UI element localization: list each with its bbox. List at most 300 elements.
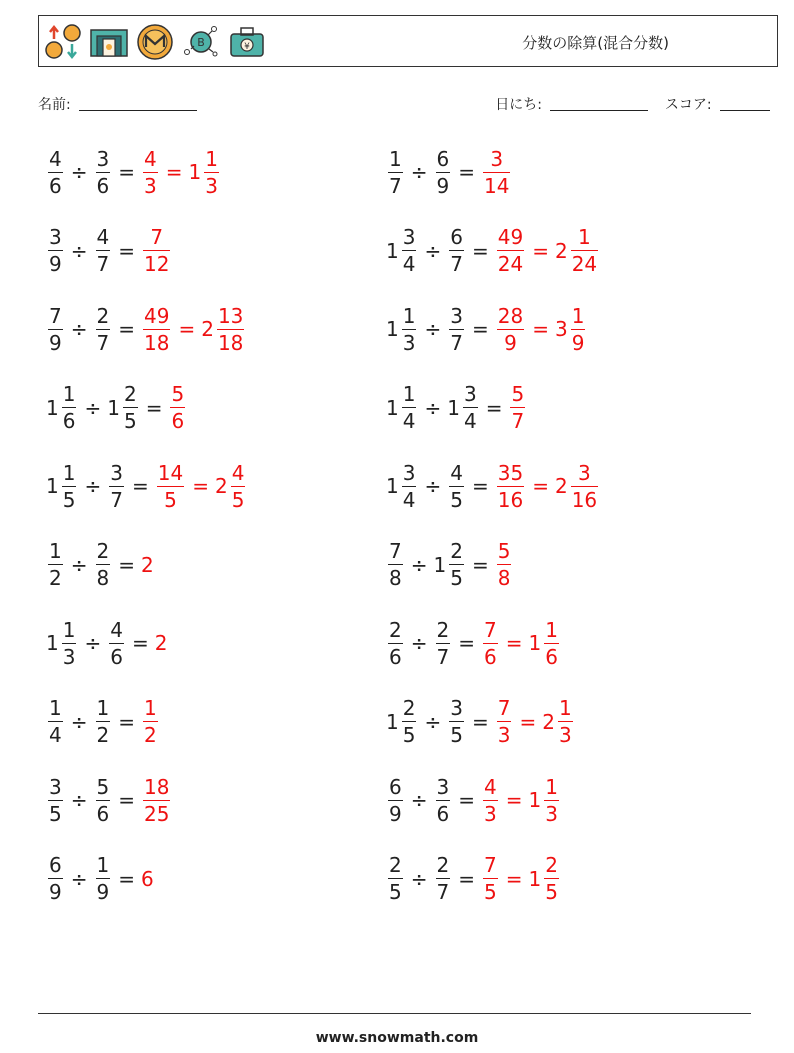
dividend-whole: 1 [386,709,399,734]
dividend-denominator: 2 [49,566,62,590]
divisor-number [94,541,113,588]
divisor-denominator: 6 [96,801,110,826]
answer-number [155,631,169,655]
answer-fraction [544,617,559,669]
divisor-numerator: 3 [450,303,463,328]
answer-denominator: 5 [231,487,245,512]
answer-denominator: 5 [484,880,497,904]
dividend-fraction-bar [48,721,63,722]
answer-denominator: 8 [497,566,511,590]
divisor-numerator: 1 [96,853,110,877]
divide-sign: ÷ [424,709,442,734]
dividend-number [46,146,65,198]
dividend-number [46,855,65,902]
divisor-fraction-bar [449,486,464,487]
answer-fraction [497,303,524,355]
dividend-numerator: 1 [389,146,402,171]
divisor-fraction-bar [449,721,464,722]
answer-denominator: 6 [171,409,185,433]
divisor-denominator: 7 [450,252,463,276]
answer-denominator: 16 [497,487,524,512]
divide-sign: ÷ [84,631,102,655]
dividend-numerator: 4 [49,146,62,171]
answer [481,617,561,669]
answer-fraction [483,146,510,198]
answer-fraction [231,460,246,512]
answer-number [188,146,221,198]
answer-fraction-bar [143,172,158,173]
divisor-number [107,384,139,431]
date-blank[interactable] [550,96,648,111]
divisor-numerator: 1 [96,696,110,720]
equals-sign: = [118,709,135,734]
dividend-fraction [48,541,63,588]
divisor-fraction-bar [449,564,464,565]
answer-fraction [497,460,524,512]
dividend-denominator: 9 [49,252,62,276]
answer-fraction [217,303,244,355]
dividend-whole: 1 [46,631,59,655]
dividend-fraction [388,541,403,588]
date-label: 日にち: [495,97,542,113]
score-blank[interactable] [720,96,770,111]
answer-fraction-bar [217,329,244,330]
answer-numerator: 1 [545,617,558,642]
divisor-denominator: 7 [436,644,450,669]
divisor-numerator: 6 [436,146,450,171]
divisor-whole: 1 [107,395,120,420]
divide-sign: ÷ [424,238,442,263]
answer-numerator: 7 [484,853,497,877]
divisor-denominator: 7 [436,880,450,904]
answer-fraction-bar [143,329,170,330]
answer-equals-sign: = [192,474,209,498]
answer [481,774,561,826]
equals-sign: = [471,474,489,498]
dividend-numerator: 3 [402,460,416,485]
dividend-numerator: 1 [402,382,416,406]
answer-number [141,553,155,577]
answer-fraction-bar [231,486,246,487]
answer-numerator: 49 [497,225,524,249]
answer-numerator: 5 [511,382,525,406]
answer-numerator: 1 [205,146,218,171]
answer-fraction-bar [497,721,512,722]
worksheet-header [38,15,778,67]
dividend-fraction [388,855,403,902]
divisor-fraction-bar [109,643,124,644]
answer-whole: 3 [554,317,568,341]
equals-sign: = [118,160,135,184]
answer-number [495,303,526,355]
answer-numerator: 1 [558,696,572,720]
answer-fraction [143,698,158,745]
divisor-denominator: 7 [96,330,110,355]
answer-fraction [483,855,498,902]
answer [481,146,512,198]
answer-number [155,460,186,512]
divisor-fraction-bar [96,564,111,565]
divisor-fraction [123,384,138,431]
dividend-whole: 1 [386,474,399,498]
answer-numerator: 7 [497,696,511,720]
answer-number [481,855,500,902]
equals-sign: = [458,866,475,891]
answer-number [168,384,187,431]
dividend-denominator: 4 [49,723,62,747]
dividend-number [386,774,405,826]
answer-fraction [143,227,170,274]
problem-item [386,849,561,909]
answer-fraction-bar [143,721,158,722]
divisor-numerator: 2 [436,617,450,642]
problem-item [386,770,561,830]
divisor-numerator: 2 [450,539,463,563]
divisor-number [447,227,466,274]
dividend-whole: 1 [386,238,399,263]
answer-denominator: 5 [545,880,558,904]
problem-item [46,378,187,438]
answer-fraction-bar [497,486,524,487]
answer-number [555,227,600,274]
divisor-numerator: 4 [110,617,123,642]
dividend-fraction [48,303,63,355]
divisor-fraction-bar [96,721,111,722]
problem-item [386,299,587,359]
answer-number [481,617,500,669]
answer-fraction-bar [483,643,498,644]
answer-number [141,774,172,826]
dividend-numerator: 1 [49,539,62,563]
divisor-fraction [109,617,124,669]
answer-fraction-bar [571,250,598,251]
answer-fraction [497,541,512,588]
answer-denominator: 16 [571,487,598,512]
divisor-number [94,227,113,274]
dividend-number [386,460,418,512]
divide-sign: ÷ [410,866,428,891]
divisor-fraction [436,774,451,826]
answer-number [554,460,600,512]
dividend-fraction [402,698,417,745]
answer-whole: 2 [141,552,154,577]
dividend-numerator: 3 [402,225,416,249]
dividend-fraction-bar [402,329,417,330]
answer [495,460,600,512]
dividend-fraction-bar [402,407,417,408]
divisor-fraction-bar [436,878,451,879]
answer-numerator: 5 [171,382,185,406]
coin-exchange-icon [43,22,83,62]
dividend-fraction [62,384,77,431]
dividend-numerator: 1 [62,617,76,642]
divide-sign: ÷ [410,160,428,184]
dividend-number [46,617,78,669]
divisor-denominator: 5 [450,487,463,512]
divisor-number [447,384,479,431]
divisor-numerator: 3 [450,696,463,720]
answer [508,384,527,431]
equals-sign: = [118,788,135,812]
dividend-denominator: 5 [62,487,76,512]
divisor-fraction [96,541,111,588]
dividend-fraction-bar [402,721,417,722]
divisor-numerator: 2 [123,382,137,406]
answer-fraction [497,698,512,745]
divisor-number [447,460,466,512]
dividend-fraction-bar [388,172,403,173]
answer-denominator: 3 [497,723,511,747]
answer [141,867,155,891]
answer [155,631,169,655]
answer-number [508,384,527,431]
divisor-fraction-bar [436,800,451,801]
divisor-fraction-bar [449,250,464,251]
divide-sign: ÷ [84,395,102,420]
answer-denominator: 3 [205,173,218,198]
divisor-fraction-bar [96,172,111,173]
dividend-fraction-bar [388,643,403,644]
dividend-number [46,541,65,588]
answer-number [481,774,500,826]
problem-item [46,299,246,359]
dividend-fraction [402,227,417,274]
divide-sign: ÷ [70,238,88,263]
dividend-denominator: 8 [389,566,402,590]
answer-number [495,698,514,745]
answer-fraction [170,384,185,431]
answer-number [214,460,247,512]
answer-denominator: 3 [545,801,558,826]
dividend-denominator: 9 [389,801,402,826]
answer [495,698,575,745]
answer-fraction [143,303,170,355]
answer-fraction [571,227,598,274]
dividend-fraction-bar [48,250,63,251]
dividend-fraction [388,617,403,669]
divisor-number [107,617,126,669]
answer-whole: 2 [542,709,555,734]
problem-item [46,221,172,281]
answer-number [141,146,160,198]
answer-denominator: 3 [484,801,497,826]
answer [155,460,248,512]
problem-item [386,221,600,281]
dividend-denominator: 5 [389,880,402,904]
footer-divider [38,1013,751,1014]
problem-item [386,378,527,438]
name-label: 名前: [38,97,71,113]
dividend-number [386,698,418,745]
divisor-fraction [436,617,451,669]
divisor-denominator: 9 [96,880,110,904]
problem-item [46,535,155,595]
answer-fraction-bar [497,564,512,565]
divisor-denominator: 5 [450,723,463,747]
answer-number [141,303,172,355]
divisor-fraction [96,698,111,745]
problem-item [386,535,513,595]
dividend-number [386,617,405,669]
answer-whole: 1 [528,631,542,655]
dividend-numerator: 2 [402,696,416,720]
divisor-numerator: 4 [450,460,463,485]
dividend-denominator: 9 [49,880,62,904]
answer-numerator: 3 [490,146,504,171]
answer-number [481,146,512,198]
answer-numerator: 1 [571,303,585,328]
answer [141,227,172,274]
divisor-denominator: 7 [450,330,463,355]
dividend-fraction [48,146,63,198]
dividend-fraction-bar [402,250,417,251]
equals-sign: = [471,709,489,734]
divisor-number [94,698,113,745]
problem-item [46,770,172,830]
dividend-numerator: 3 [49,225,62,249]
divisor-fraction [449,541,464,588]
answer-whole: 2 [201,317,214,341]
monero-coin-icon [135,22,175,62]
svg-text:¥: ¥ [244,42,250,52]
divisor-fraction [436,855,451,902]
answer-number [141,867,155,891]
problem-item [386,692,575,752]
divisor-number [94,303,113,355]
dividend-fraction-bar [388,800,403,801]
answer [141,774,172,826]
answer [495,303,588,355]
answer-equals-sign: = [519,709,537,734]
answer-fraction-bar [571,486,598,487]
dividend-fraction [388,146,403,198]
dividend-number [46,384,78,431]
answer-numerator: 1 [578,225,591,249]
divisor-fraction-bar [436,172,451,173]
answer-denominator: 18 [217,330,244,355]
divisor-fraction [463,384,478,431]
answer-denominator: 24 [497,252,524,276]
divisor-fraction [449,460,464,512]
equals-sign: = [458,788,475,812]
answer-fraction [143,146,158,198]
dividend-fraction-bar [402,486,417,487]
dividend-number [386,541,405,588]
divisor-number [94,146,113,198]
dividend-denominator: 6 [389,644,402,669]
divisor-fraction [449,698,464,745]
equals-sign: = [458,160,475,184]
divide-sign: ÷ [70,317,88,341]
answer-fraction-bar [571,329,586,330]
dividend-fraction [48,855,63,902]
dividend-number [46,303,65,355]
divisor-fraction [96,774,111,826]
answer-fraction-bar [483,172,510,173]
dividend-fraction-bar [48,564,63,565]
answer-fraction [510,384,525,431]
answer-fraction [157,460,184,512]
dividend-numerator: 1 [402,303,416,328]
equals-sign: = [118,238,135,263]
divisor-denominator: 9 [436,173,450,198]
dividend-number [386,855,405,902]
divisor-fraction [449,227,464,274]
answer-number [495,460,526,512]
answer-numerator: 1 [144,696,157,720]
name-blank[interactable] [79,96,197,111]
divisor-fraction [96,303,111,355]
divide-sign: ÷ [424,317,442,341]
answer-number [528,774,561,826]
answer-fraction [544,774,559,826]
divisor-number [434,855,453,902]
dividend-denominator: 5 [49,801,62,826]
dividend-fraction [402,460,417,512]
divisor-number [107,460,126,512]
dividend-number [46,698,65,745]
answer-numerator: 5 [497,539,511,563]
answer-whole: 2 [214,474,228,498]
answer-whole: 1 [528,866,542,891]
equals-sign: = [485,395,503,420]
answer-denominator: 14 [484,173,510,198]
divisor-number [434,774,453,826]
problem-item [46,142,221,202]
divisor-denominator: 5 [450,566,463,590]
answer-numerator: 18 [144,774,170,799]
answer-denominator: 18 [144,330,170,355]
divisor-denominator: 7 [110,487,123,512]
divide-sign: ÷ [424,474,442,498]
answer-equals-sign: = [178,317,196,341]
problem-item [386,613,561,673]
equals-sign: = [471,552,489,577]
answer-whole: 2 [554,238,568,263]
dividend-denominator: 3 [402,330,416,355]
answer-numerator: 7 [484,617,497,642]
dividend-whole: 1 [386,317,399,341]
divide-sign: ÷ [410,631,428,655]
answer [495,227,600,274]
answer-whole: 1 [528,788,542,812]
divisor-fraction-bar [463,407,478,408]
divisor-denominator: 6 [96,173,110,198]
divisor-numerator: 3 [463,382,477,406]
answer-fraction-bar [143,250,170,251]
dividend-number [46,774,65,826]
answer-fraction-bar [544,800,559,801]
answer-denominator: 6 [545,644,558,669]
dividend-fraction [402,303,417,355]
divisor-fraction-bar [123,407,138,408]
divisor-denominator: 6 [110,644,123,669]
equals-sign: = [131,474,149,498]
equals-sign: = [118,317,135,341]
answer-fraction-bar [483,878,498,879]
answer-fraction-bar [510,407,525,408]
answer-fraction [483,774,498,826]
answer-fraction-bar [483,800,498,801]
problem-item [386,142,512,202]
answer-denominator: 2 [144,723,157,747]
answer-fraction [143,774,170,826]
equals-sign: = [145,395,163,420]
dividend-numerator: 7 [389,539,402,563]
answer-denominator: 6 [484,644,497,669]
answer-number [529,855,561,902]
dividend-fraction-bar [48,329,63,330]
